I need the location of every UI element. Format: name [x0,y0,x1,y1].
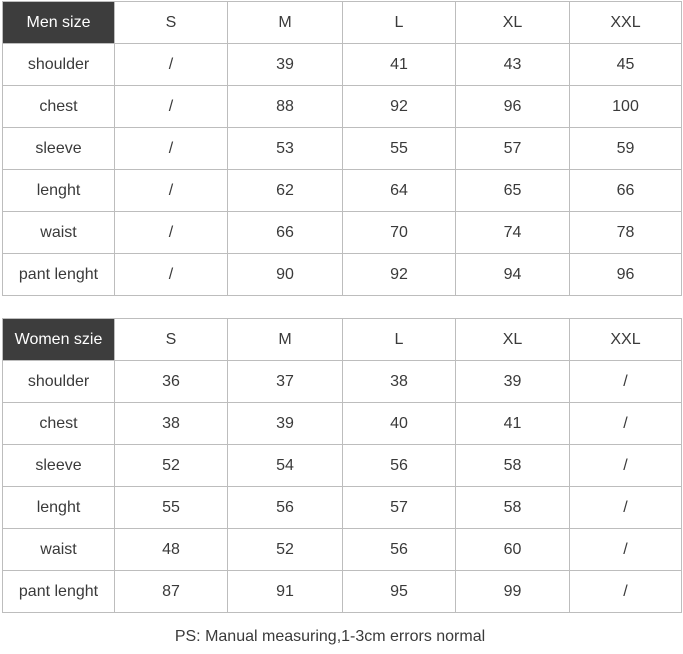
measurement-value: 100 [570,86,682,128]
size-column-header: L [343,319,456,361]
measurement-value: 66 [228,212,343,254]
table-row [3,487,682,529]
measurement-value: 52 [115,445,228,487]
measurement-value: / [570,403,682,445]
measurement-value: 39 [228,44,343,86]
measurement-value: 56 [343,529,456,571]
table-row [3,44,682,86]
men-table-body [3,2,682,296]
measurement-value: 45 [570,44,682,86]
measurement-value: 91 [228,571,343,613]
table-row [3,529,682,571]
size-column-header: XXL [570,319,682,361]
measurement-value: / [115,212,228,254]
men-size-table [2,1,682,296]
measurement-value: 36 [115,361,228,403]
measurement-value: 64 [343,170,456,212]
table-row [3,403,682,445]
measurement-value: / [570,571,682,613]
measurement-value: 57 [456,128,570,170]
measurement-value: / [115,128,228,170]
size-column-header: XXL [570,2,682,44]
measurement-label: waist [3,212,115,254]
table-row [3,361,682,403]
measurement-label: shoulder [3,44,115,86]
size-column-header: S [115,319,228,361]
measurement-value: 41 [456,403,570,445]
measurement-value: 54 [228,445,343,487]
measurement-value: 38 [343,361,456,403]
table-row [3,445,682,487]
table-row [3,86,682,128]
measurement-value: 59 [570,128,682,170]
measurement-value: 52 [228,529,343,571]
measurement-label: shoulder [3,361,115,403]
measurement-value: 78 [570,212,682,254]
measurement-value: 40 [343,403,456,445]
measurement-label: pant lenght [3,254,115,296]
measurement-value: 99 [456,571,570,613]
size-column-header: XL [456,2,570,44]
table-row [3,128,682,170]
size-column-header: M [228,2,343,44]
table-row [3,170,682,212]
measurement-value: 55 [343,128,456,170]
measurement-value: 55 [115,487,228,529]
measurement-value: / [115,254,228,296]
size-column-header: XL [456,319,570,361]
measurement-label: chest [3,403,115,445]
measurement-value: 53 [228,128,343,170]
measurement-value: 56 [228,487,343,529]
measurement-label: pant lenght [3,571,115,613]
measurement-value: 48 [115,529,228,571]
women-size-table [2,318,682,613]
table-row [3,254,682,296]
size-column-header: S [115,2,228,44]
measurement-value: 58 [456,445,570,487]
measurement-value: 96 [456,86,570,128]
measurement-value: 62 [228,170,343,212]
measurement-value: 92 [343,254,456,296]
men-table-title: Men size [3,2,115,44]
measurement-value: 90 [228,254,343,296]
measurement-value: 43 [456,44,570,86]
table-row [3,212,682,254]
measurement-label: lenght [3,487,115,529]
measurement-value: 39 [228,403,343,445]
measurement-label: lenght [3,170,115,212]
measurement-value: 66 [570,170,682,212]
measurement-label: waist [3,529,115,571]
measurement-value: / [115,86,228,128]
measurement-value: 38 [115,403,228,445]
men-header-row [3,2,682,44]
women-table-body [3,319,682,613]
measurement-value: 60 [456,529,570,571]
measurement-value: 74 [456,212,570,254]
measurement-value: 96 [570,254,682,296]
measurement-footnote: PS: Manual measuring,1-3cm errors normal [174,628,486,645]
table-row [3,571,682,613]
measurement-value: 94 [456,254,570,296]
measurement-value: 41 [343,44,456,86]
measurement-value: / [570,529,682,571]
measurement-value: 92 [343,86,456,128]
measurement-label: sleeve [3,128,115,170]
measurement-value: 95 [343,571,456,613]
measurement-value: 65 [456,170,570,212]
measurement-label: sleeve [3,445,115,487]
measurement-value: 39 [456,361,570,403]
measurement-value: 70 [343,212,456,254]
measurement-value: 37 [228,361,343,403]
women-table-title: Women szie [3,319,115,361]
measurement-value: 87 [115,571,228,613]
measurement-value: 58 [456,487,570,529]
size-column-header: L [343,2,456,44]
measurement-value: 88 [228,86,343,128]
measurement-value: / [570,361,682,403]
women-header-row [3,319,682,361]
measurement-value: / [570,487,682,529]
measurement-value: 56 [343,445,456,487]
measurement-value: / [115,170,228,212]
measurement-value: / [570,445,682,487]
measurement-value: / [115,44,228,86]
measurement-value: 57 [343,487,456,529]
size-column-header: M [228,319,343,361]
measurement-label: chest [3,86,115,128]
